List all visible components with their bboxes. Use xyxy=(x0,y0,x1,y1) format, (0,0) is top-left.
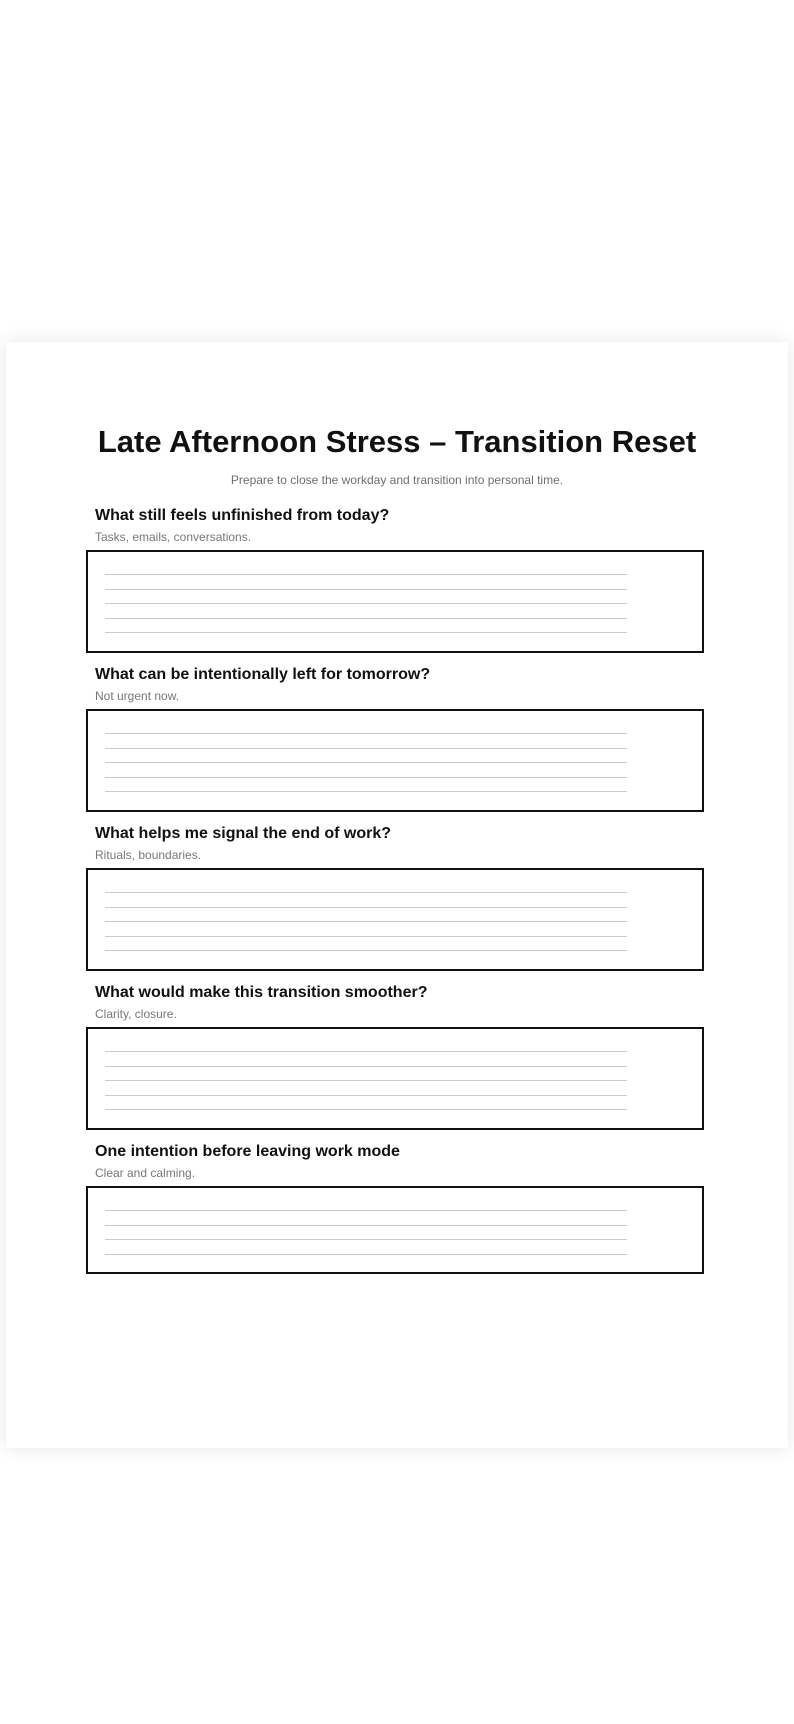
writing-line xyxy=(105,632,627,633)
writing-line xyxy=(105,1254,627,1255)
writing-line xyxy=(105,777,627,778)
writing-line xyxy=(105,733,627,734)
prompt-question: What helps me signal the end of work? xyxy=(95,825,392,842)
writing-line xyxy=(105,748,627,749)
writing-line xyxy=(105,921,627,922)
prompt-question: What can be intentionally left for tomorrow? xyxy=(95,666,431,683)
writing-line xyxy=(105,1095,627,1096)
writing-line xyxy=(105,1109,627,1110)
prompt-hint: Clarity, closure. xyxy=(95,1007,177,1021)
answer-box[interactable] xyxy=(86,1186,704,1274)
prompt-hint: Rituals, boundaries. xyxy=(95,848,202,862)
writing-line xyxy=(105,1210,627,1211)
page-title: Late Afternoon Stress – Transition Reset xyxy=(97,424,697,459)
prompt-question: What still feels unfinished from today? xyxy=(95,507,390,524)
writing-line xyxy=(105,589,627,590)
answer-box[interactable] xyxy=(86,868,704,971)
worksheet-page xyxy=(6,342,788,1448)
prompt-hint: Tasks, emails, conversations. xyxy=(95,530,252,544)
prompt-question: What would make this transition smoother? xyxy=(95,984,428,1001)
writing-line xyxy=(105,1066,627,1067)
page-subtitle: Prepare to close the workday and transition into personal time. xyxy=(230,473,564,487)
writing-line xyxy=(105,1239,627,1240)
prompt-hint: Clear and calming. xyxy=(95,1166,196,1180)
answer-box[interactable] xyxy=(86,1027,704,1130)
writing-line xyxy=(105,1225,627,1226)
answer-box[interactable] xyxy=(86,709,704,812)
writing-line xyxy=(105,762,627,763)
writing-line xyxy=(105,603,627,604)
writing-line xyxy=(105,1051,627,1052)
answer-box[interactable] xyxy=(86,550,704,653)
writing-line xyxy=(105,892,627,893)
prompt-question: One intention before leaving work mode xyxy=(95,1143,400,1160)
writing-line xyxy=(105,907,627,908)
writing-line xyxy=(105,791,627,792)
prompt-hint: Not urgent now. xyxy=(95,689,180,703)
writing-line xyxy=(105,950,627,951)
writing-line xyxy=(105,618,627,619)
writing-line xyxy=(105,936,627,937)
writing-line xyxy=(105,574,627,575)
writing-line xyxy=(105,1080,627,1081)
